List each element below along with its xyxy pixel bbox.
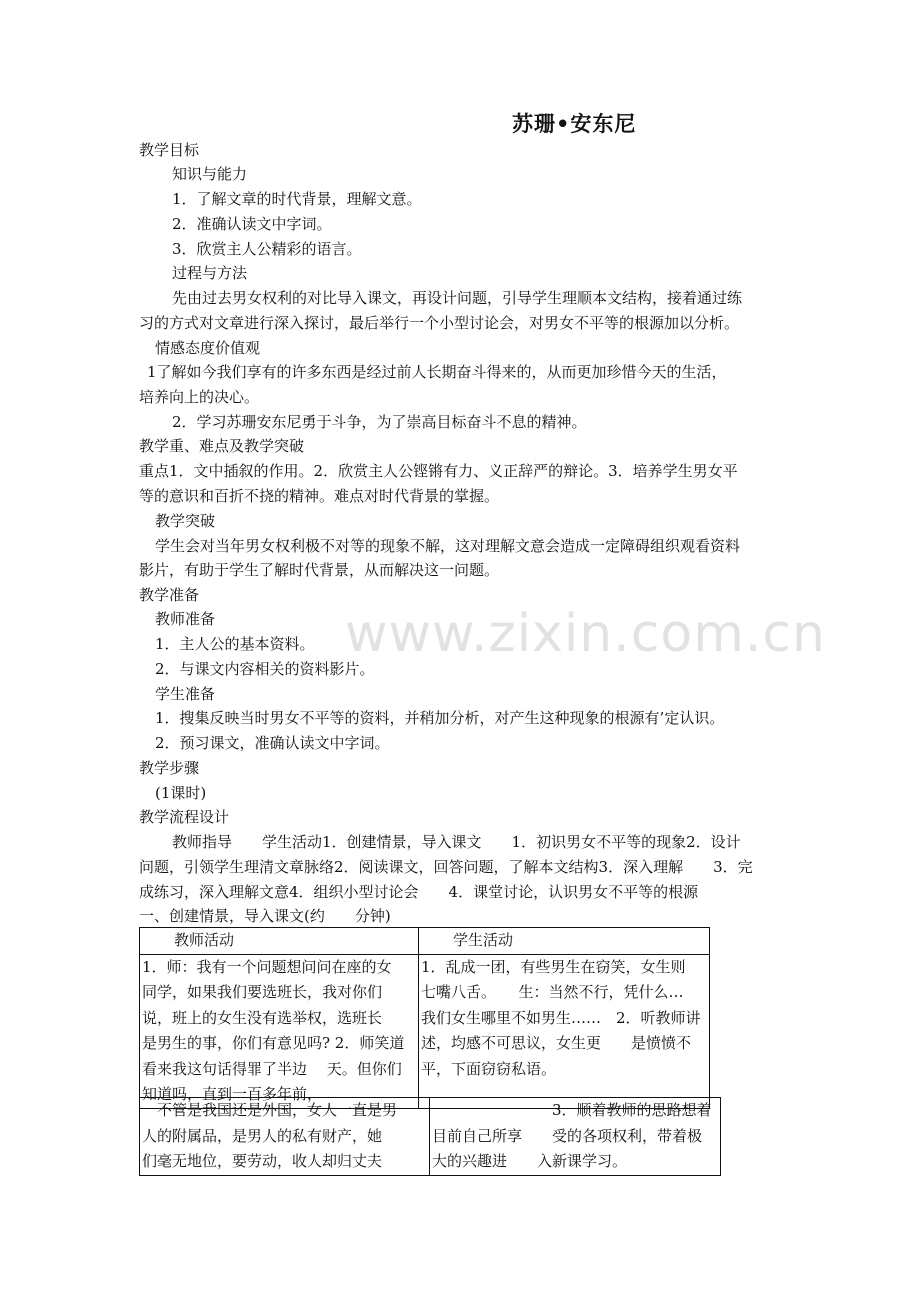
document-title: 苏珊•安东尼 [512,112,637,136]
text-line: 重点1．文中插叙的作用。2．欣赏主人公铿锵有力、义正辞严的辩论。3．培养学生男女平 [139,462,738,480]
text-line: 教师指导 学生活动1．创建情景，导入课文 1．初识男女不平等的现象2．设计 [172,833,741,851]
cell-line: 人的附属品，是男人的私有财产，她 [142,1126,383,1145]
header-student-activity: 学生活动 [419,928,710,955]
text-line: 1．搜集反映当时男女不平等的资料，并稍加分析，对产生这种现象的根源有’定认识。 [155,709,725,727]
cell-line: 七嘴八舌。 生：当然不行，凭什么… [421,983,684,1001]
activity-table-continued [139,1097,721,1176]
table-row [140,1098,721,1176]
text-line: 成练习，深入理解文意4．组织小型讨论会 4．课堂讨论，认识男女不平等的根源 [139,883,699,901]
cell-line: 看来我这句话得罪了半边 天。但你们 [142,1059,402,1078]
cell-line: 不管是我国还是外国，女人一直是男 [142,1101,398,1119]
cell-line: 1．师：我有一个问题想问问在座的女 [142,957,392,976]
text-line: 培养向上的决心。 [139,388,260,406]
table-row [140,954,710,1108]
subheading-student-prep: 学生准备 [155,685,216,703]
activity-table [139,927,710,1109]
subheading-attitude: 情感态度价值观 [155,339,261,357]
text-line: 1．主人公的基本资料。 [155,635,315,653]
subheading-knowledge: 知识与能力 [172,165,248,183]
text-line: 影片，有助于学生了解时代背景，从而解决这一问题。 [139,561,500,579]
student-activity-cell [419,954,710,1108]
text-line: 2．学习苏珊安东尼勇于斗争，为了崇高目标奋斗不息的精神。 [172,413,587,431]
cell-line: 述，均感不可思议，女生更 是愤愤不 [421,1034,692,1052]
text-line: 1了解如今我们享有的许多东西是经过前人长期奋斗得来的，从而更加珍惜今天的生活， [147,363,727,381]
header-teacher-activity: 教师活动 [140,928,419,955]
heading-preparation: 教学准备 [139,586,200,604]
text-line: 1．了解文章的时代背景，理解文意。 [172,190,422,208]
cell-line: 1．乱成一团，有些男生在窃笑，女生则 [421,957,686,976]
text-line: 习的方式对文章进行深入探讨，最后举行一个小型讨论会，对男女不平等的根源加以分析。 [139,314,740,332]
student-activity-cell [430,1098,721,1176]
heading-objectives: 教学目标 [139,141,200,159]
cell-line: 我们女生哪里不如男生…… 2．听教师讲 [421,1008,701,1027]
heading-steps: 教学步骤 [139,759,200,777]
text-line: 学生会对当年男女权利极不对等的现象不解，这对理解文意会造成一定障碍组织观看资料 [155,537,741,555]
text-line: 等的意识和百折不挠的精神。难点对时代背景的掌握。 [139,487,500,505]
text-line: 2．预习课文，准确认读文中字词。 [155,734,390,752]
watermark: www.zixin.com.cn [345,604,826,664]
cell-line: 们毫无地位，要劳动，收人却归丈夫 [142,1152,383,1170]
cell-line: 大的兴趣进 入新课学习。 [432,1152,628,1170]
cell-line: 知道吗，直到一百多年前， [142,1085,323,1103]
subheading-teacher-prep: 教师准备 [155,610,216,628]
text-line: 先由过去男女权利的对比导入课文，再设计问题，引导学生理顺本文结构，接着通过练 [172,289,743,307]
cell-line: 说，班上的女生没有选举权，选班长 [142,1008,383,1027]
section-heading-one: 一、创建情景，导入课文(约 分钟) [139,907,391,925]
text-line: 2．准确认读文中字词。 [172,215,332,233]
cell-line: 目前自己所享 受的各项权利，带着极 [432,1126,703,1145]
heading-key-points: 教学重、难点及教学突破 [139,437,305,455]
text-line: 问题，引领学生理清文章脉络2．阅读课文，回答问题，了解本文结构3．深入理解 3．完 [139,858,753,876]
cell-line: 3．顺着教师的思路想着 [432,1101,712,1119]
cell-line: 是男生的事，你们有意见吗? 2．师笑道 [142,1034,405,1052]
table-header-row [140,928,710,955]
teacher-activity-cell [140,1098,430,1176]
cell-line: 同学，如果我们要选班长，我对你们 [142,983,383,1001]
subheading-process: 过程与方法 [172,264,248,282]
heading-flow-design: 教学流程设计 [139,808,230,826]
cell-line: 平，下面窃窃私语。 [421,1059,557,1078]
teacher-activity-cell [140,954,419,1108]
subheading-breakthrough: 教学突破 [155,512,216,530]
text-line: 2．与课文内容相关的资料影片。 [155,660,375,678]
text-line: (1课时) [155,784,207,802]
text-line: 3．欣赏主人公精彩的语言。 [172,240,362,258]
